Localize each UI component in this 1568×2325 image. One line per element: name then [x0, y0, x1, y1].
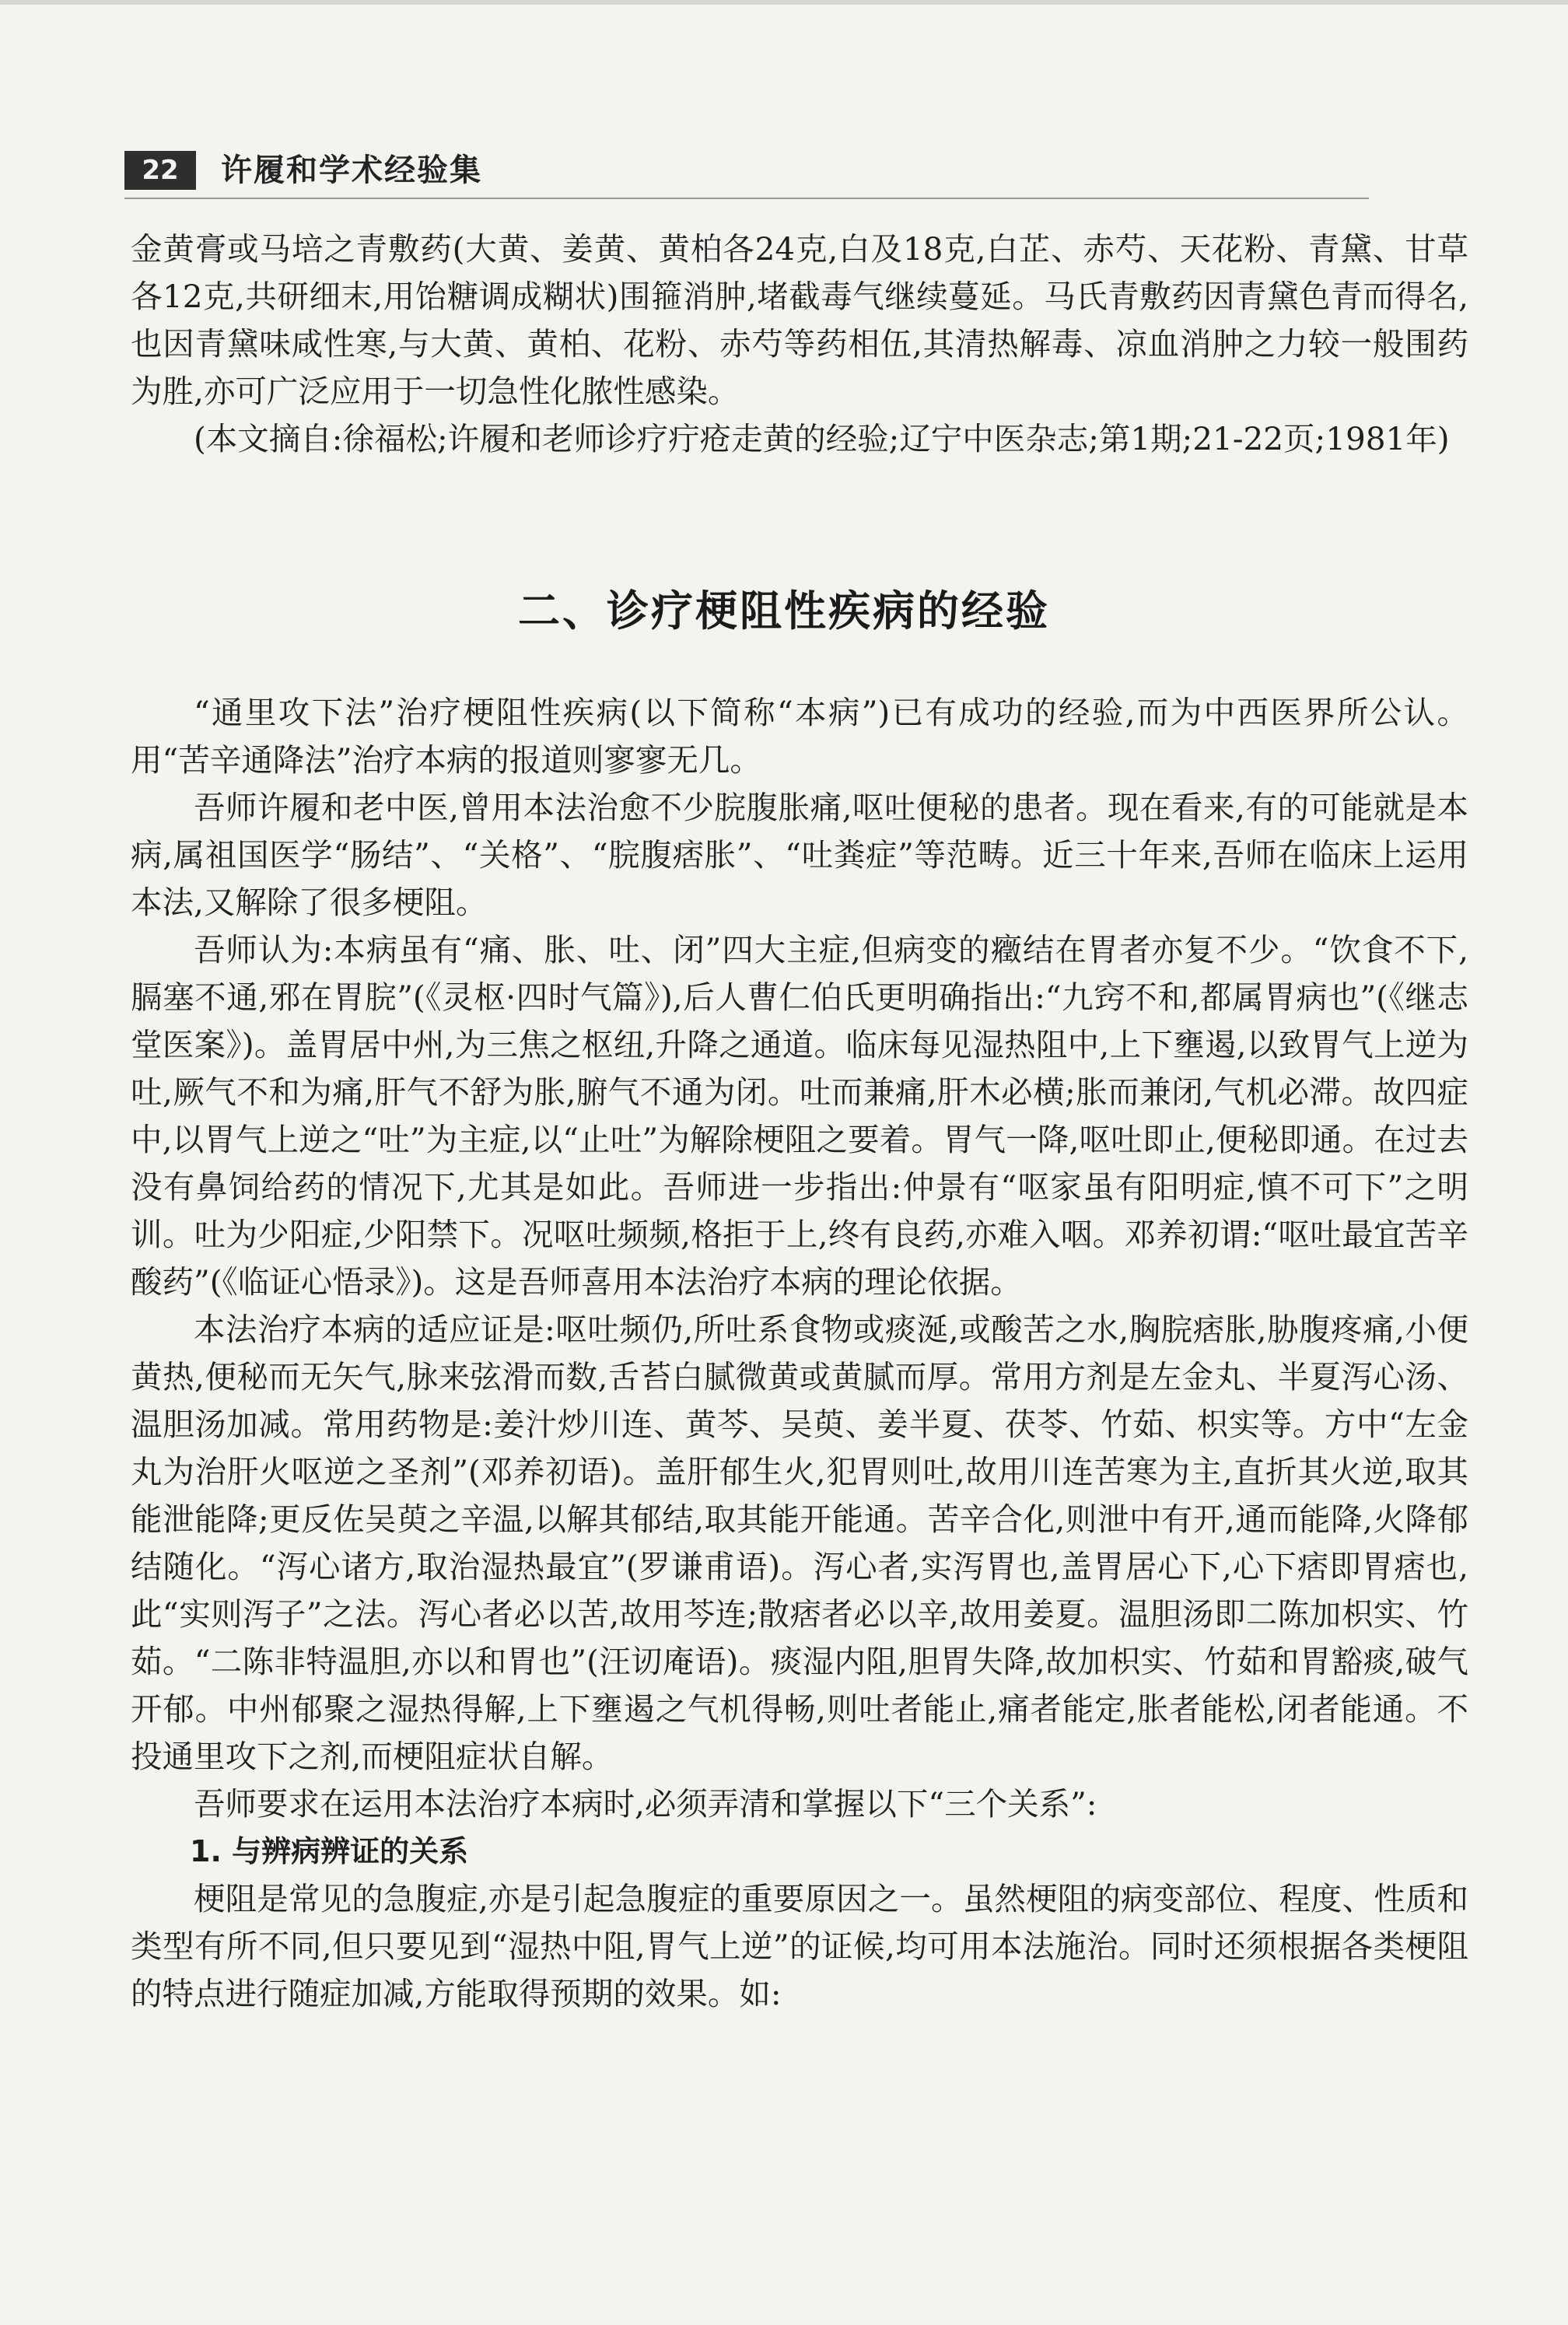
section-body — [131, 689, 1468, 2018]
section-title: 二、诊疗梗阻性疾病的经验 — [518, 587, 1050, 636]
paragraph: 本法治疗本病的适应证是:呕吐频仍,所吐系食物或痰涎,或酸苦之水,胸脘痞胀,胁腹疼痛,小便黄热,便秘而无矢气,脉来弦滑而数,舌苔白腻微黄或黄腻而厚。常用方剂是左金丸、半夏泻心汤、温胆汤加减。常用药物是:姜汁炒川连、黄芩、吴萸、姜半夏、茯苓、竹茹、枳实等。方中“左金丸为治肝火呕逆之圣剂”(邓养初语)。盖肝郁生火,犯胃则吐,故用川连苦寒为主,直折其火逆,取其能泄能降;更反佐吴萸之辛温,以解其郁结,取其能开能通。苦辛合化,则泄中有开,通而能降,火降郁结随化。“泻心诸方,取治湿热最宜”(罗谦甫语)。泻心者,实泻胃也,盖胃居心下,心下痞即胃痞也,此“实则泻子”之法。泻心者必以苦,故用芩连;散痞者必以辛,故用姜夏。温胆汤即二陈加枳实、竹茹。“二陈非特温胆,亦以和胃也”(汪讱庵语)。痰湿内阻,胆胃失降,故加枳实、竹茹和胃豁痰,破气开郁。中州郁聚之湿热得解,上下壅遏之气机得畅,则吐者能止,痛者能定,胀者能松,闭者能通。不投通里攻下之剂,而梗阻症状自解。 — [131, 1311, 1468, 1775]
paragraph: 梗阻是常见的急腹症,亦是引起急腹症的重要原因之一。虽然梗阻的病变部位、程度、性质和类型有所不同,但只要见到“湿热中阻,胃气上逆”的证候,均可用本法施治。同时还须根据各类梗阻的特点进行随症加减,方能取得预期的效果。如: — [131, 1880, 1468, 2012]
continued-paragraph: 金黄膏或马培之青敷药(大黄、姜黄、黄柏各24克,白及18克,白芷、赤芍、天花粉、青黛、甘草各12克,共研细末,用饴糖调成糊状)围箍消肿,堵截毒气继续蔓延。马氏青敷药因青黛色青而得名,也因青黛味咸性寒,与大黄、黄柏、花粉、赤芍等药相伍,其清热解毒、凉血消肿之力较一般围药为胜,亦可广泛应用于一切急性化脓性感染。 — [131, 230, 1468, 410]
subheading: 1. 与辨病辨证的关系 — [190, 1834, 469, 1868]
paragraph: 吾师认为:本病虽有“痛、胀、吐、闭”四大主症,但病变的癥结在胃者亦复不少。“饮食不下,膈塞不通,邪在胃脘”(《灵枢·四时气篇》),后人曹仁伯氏更明确指出:“九窍不和,都属胃病也”(《继志堂医案》)。盖胃居中州,为三焦之枢纽,升降之通道。临床每见湿热阻中,上下壅遏,以致胃气上逆为吐,厥气不和为痛,肝气不舒为胀,腑气不通为闭。吐而兼痛,肝木必横;胀而兼闭,气机必滞。故四症中,以胃气上逆之“吐”为主症,以“止吐”为解除梗阻之要着。胃气一降,呕吐即止,便秘即通。在过去没有鼻饲给药的情况下,尤其是如此。吾师进一步指出:仲景有“呕家虽有阳明症,慎不可下”之明训。吐为少阳症,少阳禁下。况呕吐频频,格拒于上,终有良药,亦难入咽。邓养初谓:“呕吐最宜苦辛酸药”(《临证心悟录》)。这是吾师喜用本法治疗本病的理论依据。 — [131, 931, 1468, 1301]
citation: (本文摘自:徐福松;许履和老师诊疗疔疮走黄的经验;辽宁中医杂志;第1期;21-22页;1981年) — [194, 420, 1450, 457]
top-section — [131, 226, 1468, 463]
paragraph: 吾师许履和老中医,曾用本法治愈不少脘腹胀痛,呕吐便秘的患者。现在看来,有的可能就是本病,属祖国医学“肠结”、“关格”、“脘腹痞胀”、“吐粪症”等范畴。近三十年来,吾师在临床上运用本法,又解除了很多梗阻。 — [131, 789, 1468, 921]
header-divider — [124, 198, 1369, 199]
paragraph: “通里攻下法”治疗梗阻性疾病(以下简称“本病”)已有成功的经验,而为中西医界所公认。用“苦辛通降法”治疗本病的报道则寥寥无几。 — [131, 694, 1468, 779]
page-number: 22 — [124, 151, 196, 190]
scan-edge — [0, 0, 1568, 5]
book-title: 许履和学术经验集 — [221, 152, 482, 188]
paragraph: 吾师要求在运用本法治疗本病时,必须弄清和掌握以下“三个关系”: — [194, 1785, 1097, 1823]
running-header — [124, 148, 1439, 198]
